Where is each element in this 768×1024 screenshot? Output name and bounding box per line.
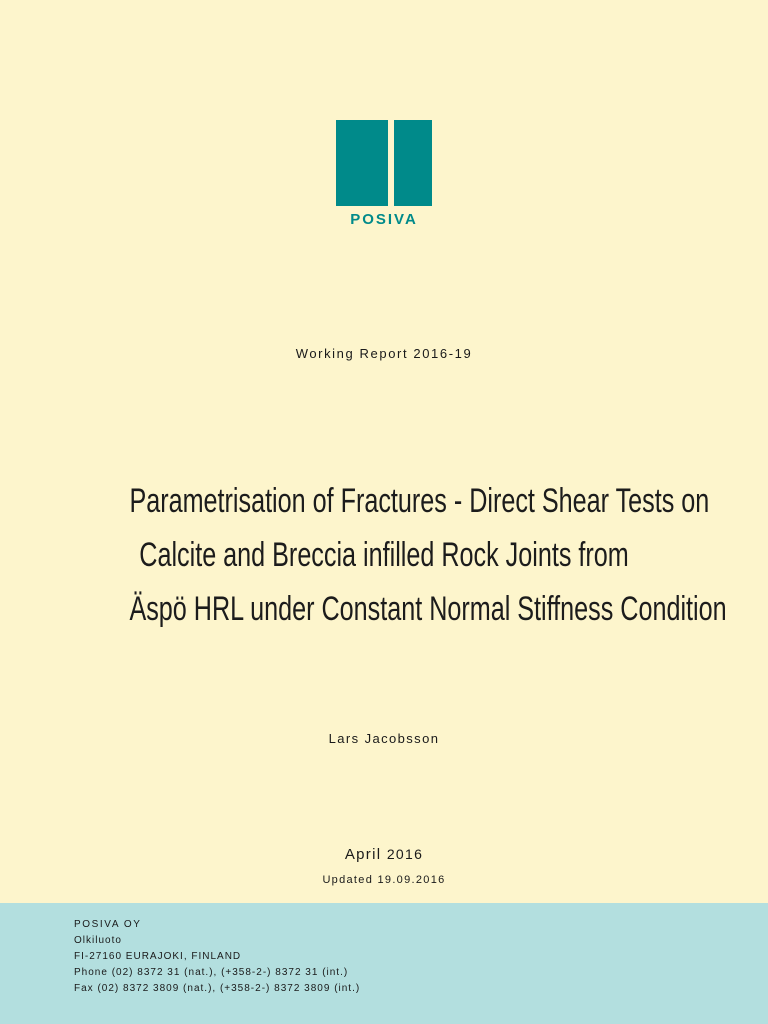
fax-numbers: Fax (02) 8372 3809 (nat.), (+358-2-) 8372 3809 (int.) (74, 983, 361, 994)
company-name: POSIVA OY (74, 919, 142, 930)
company-address (74, 917, 360, 997)
title-line-3: Äspö HRL under Constant Normal Stiffness Condition (129, 590, 727, 628)
address-postal: FI-27160 EURAJOKI, FINLAND (74, 951, 242, 962)
updated-date: Updated 19.09.2016 (322, 874, 446, 886)
publication-year: 2016 (386, 846, 424, 862)
report-title (129, 474, 727, 636)
title-line-2: Calcite and Breccia infilled Rock Joints from (139, 536, 629, 574)
logo-text: POSIVA (350, 211, 418, 228)
posiva-logo (336, 120, 432, 228)
posiva-logo-icon (336, 120, 432, 228)
address-location: Olkiluoto (74, 935, 122, 946)
phone-numbers: Phone (02) 8372 31 (nat.), (+358-2-) 8372 31 (int.) (74, 967, 349, 978)
footer-band (0, 903, 768, 1024)
title-line-1: Parametrisation of Fractures - Direct Shear Tests on (129, 482, 710, 520)
publication-month: April (344, 846, 382, 863)
publication-date (0, 846, 768, 863)
report-number: Working Report 2016-19 (295, 346, 473, 361)
author-name: Lars Jacobsson (328, 731, 440, 746)
